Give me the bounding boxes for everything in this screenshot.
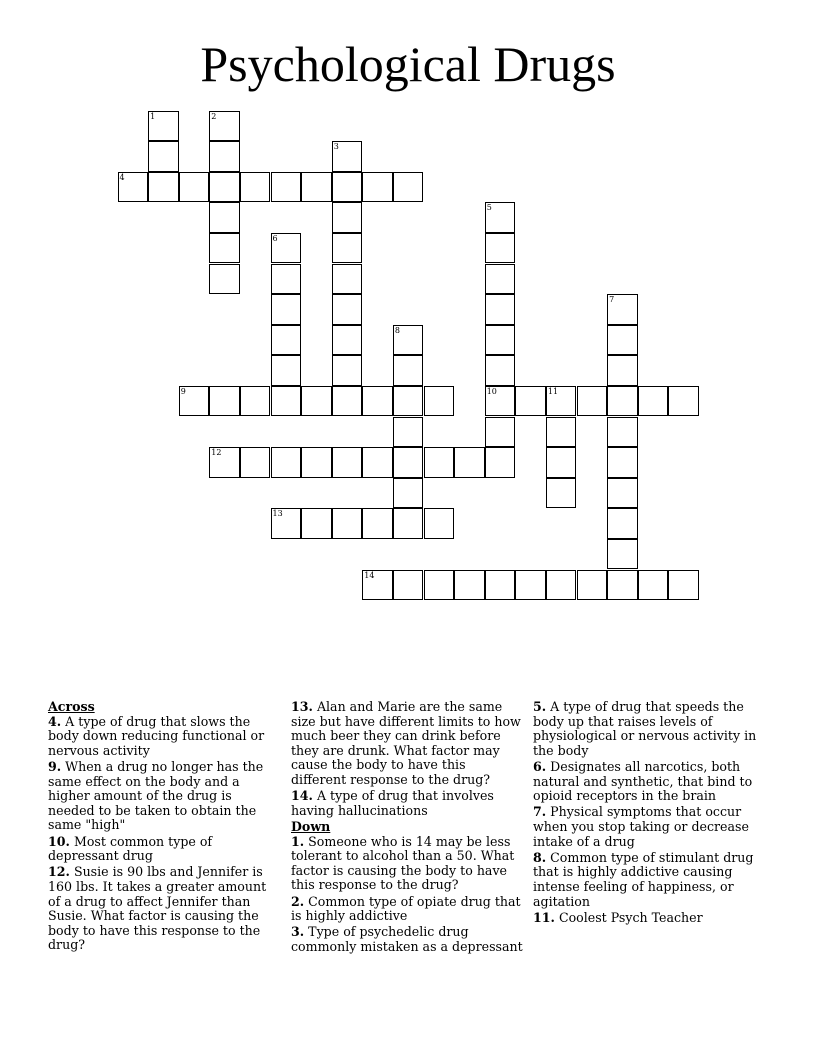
clue-text: Common type of opiate drug that is highly addictive bbox=[291, 893, 521, 924]
clue-down-8 bbox=[533, 851, 765, 909]
grid-cell[interactable] bbox=[148, 111, 179, 142]
grid-cell[interactable] bbox=[424, 386, 455, 417]
cell-number: 6 bbox=[272, 233, 278, 243]
grid-cell[interactable] bbox=[362, 386, 393, 417]
grid-cell[interactable] bbox=[485, 202, 516, 233]
clue-text: Susie is 90 lbs and Jennifer is 160 lbs. It takes a greater amount of a drug to affect Jennifer than Susie. What factor is causing the body to have this response to the drug? bbox=[48, 864, 267, 953]
grid-cell[interactable] bbox=[485, 325, 516, 356]
grid-cell[interactable] bbox=[332, 294, 363, 325]
clue-across-4 bbox=[48, 715, 280, 759]
grid-cell[interactable] bbox=[362, 570, 393, 601]
cell-number: 9 bbox=[180, 386, 186, 396]
grid-cell[interactable] bbox=[546, 570, 577, 601]
clue-across-9 bbox=[48, 760, 280, 833]
clue-text: Most common type of depressant drug bbox=[48, 833, 213, 864]
clue-number: 4. bbox=[48, 713, 62, 729]
grid-cell[interactable] bbox=[607, 417, 638, 448]
grid-cell[interactable] bbox=[607, 570, 638, 601]
grid-cell[interactable] bbox=[515, 570, 546, 601]
grid-cell[interactable] bbox=[332, 386, 363, 417]
grid-cell[interactable] bbox=[240, 172, 271, 203]
clue-down-7 bbox=[533, 805, 765, 849]
grid-cell[interactable] bbox=[209, 111, 240, 142]
grid-cell[interactable] bbox=[485, 447, 516, 478]
grid-cell[interactable] bbox=[638, 386, 669, 417]
clue-text: When a drug no longer has the same effect on the body and a higher amount of the drug is needed to be taken to obtain the same "high" bbox=[48, 758, 264, 833]
grid-cell[interactable] bbox=[485, 233, 516, 264]
grid-cell[interactable] bbox=[179, 386, 210, 417]
grid-cell[interactable] bbox=[209, 447, 240, 478]
grid-cell[interactable] bbox=[393, 355, 424, 386]
cell-number: 2 bbox=[211, 111, 217, 121]
grid-cell[interactable] bbox=[393, 447, 424, 478]
cell-number: 1 bbox=[150, 111, 156, 121]
clue-across-12 bbox=[48, 865, 280, 953]
clue-column-1 bbox=[48, 700, 280, 954]
grid-cell[interactable] bbox=[332, 447, 363, 478]
grid-cell[interactable] bbox=[209, 233, 240, 264]
clue-number: 9. bbox=[48, 758, 62, 774]
grid-cell[interactable] bbox=[148, 172, 179, 203]
grid-cell[interactable] bbox=[424, 447, 455, 478]
grid-cell[interactable] bbox=[607, 478, 638, 509]
grid-cell[interactable] bbox=[332, 202, 363, 233]
clue-column-2 bbox=[291, 700, 523, 956]
grid-cell[interactable] bbox=[332, 264, 363, 295]
clue-down-2 bbox=[291, 895, 523, 924]
down-heading: Down bbox=[291, 818, 331, 834]
grid-cell[interactable] bbox=[668, 386, 699, 417]
grid-cell[interactable] bbox=[209, 172, 240, 203]
grid-cell[interactable] bbox=[607, 294, 638, 325]
grid-cell[interactable] bbox=[546, 386, 577, 417]
clue-number: 2. bbox=[291, 893, 305, 909]
cell-number: 5 bbox=[486, 203, 492, 213]
grid-cell[interactable] bbox=[485, 355, 516, 386]
clue-text: A type of drug that speeds the body up that raises levels of physiological or nervous activity in the body bbox=[533, 699, 757, 758]
grid-cell[interactable] bbox=[485, 294, 516, 325]
grid-cell[interactable] bbox=[546, 447, 577, 478]
clue-column-3 bbox=[533, 700, 765, 927]
grid-cell[interactable] bbox=[209, 141, 240, 172]
clue-number: 14. bbox=[291, 788, 313, 804]
clue-across-10 bbox=[48, 835, 280, 864]
grid-cell[interactable] bbox=[271, 325, 302, 356]
grid-cell[interactable] bbox=[577, 386, 608, 417]
clue-text: Alan and Marie are the same size but have different limits to how much beer they can drink before they are drunk. What factor may cause the body to have this different response to the drug? bbox=[291, 699, 521, 787]
grid-cell[interactable] bbox=[393, 325, 424, 356]
clue-text: Physical symptoms that occur when you stop taking or decrease intake of a drug bbox=[533, 804, 749, 849]
grid-cell[interactable] bbox=[332, 141, 363, 172]
grid-cell[interactable] bbox=[271, 508, 302, 539]
grid-cell[interactable] bbox=[577, 570, 608, 601]
grid-cell[interactable] bbox=[607, 386, 638, 417]
grid-cell[interactable] bbox=[454, 447, 485, 478]
cell-number: 14 bbox=[364, 570, 375, 580]
grid-cell[interactable] bbox=[271, 386, 302, 417]
clue-text: Type of psychedelic drug commonly mistaken as a depressant bbox=[291, 924, 523, 954]
grid-cell[interactable] bbox=[424, 570, 455, 601]
clue-number: 7. bbox=[533, 804, 547, 820]
cell-number: 11 bbox=[547, 386, 559, 396]
grid-cell[interactable] bbox=[209, 202, 240, 233]
grid-cell[interactable] bbox=[332, 508, 363, 539]
grid-cell[interactable] bbox=[301, 172, 332, 203]
clue-down-6 bbox=[533, 760, 765, 804]
grid-cell[interactable] bbox=[454, 570, 485, 601]
grid-cell[interactable] bbox=[332, 325, 363, 356]
grid-cell[interactable] bbox=[485, 570, 516, 601]
clue-number: 5. bbox=[533, 699, 547, 714]
grid-cell[interactable] bbox=[393, 417, 424, 448]
clue-number: 1. bbox=[291, 833, 305, 849]
clue-down-5 bbox=[533, 700, 765, 758]
grid-cell[interactable] bbox=[546, 478, 577, 509]
cell-number: 3 bbox=[333, 142, 339, 152]
cell-number: 12 bbox=[211, 448, 222, 458]
grid-cell[interactable] bbox=[301, 508, 332, 539]
grid-cell[interactable] bbox=[424, 508, 455, 539]
grid-cell[interactable] bbox=[301, 447, 332, 478]
grid-cell[interactable] bbox=[118, 172, 149, 203]
grid-cell[interactable] bbox=[546, 417, 577, 448]
grid-cell[interactable] bbox=[362, 172, 393, 203]
grid-cell[interactable] bbox=[332, 355, 363, 386]
grid-cell[interactable] bbox=[668, 570, 699, 601]
grid-cell[interactable] bbox=[362, 447, 393, 478]
cell-number: 13 bbox=[272, 509, 283, 519]
grid-cell[interactable] bbox=[332, 233, 363, 264]
clue-text: Designates all narcotics, both natural and synthetic, that bind to opioid receptors in the brain bbox=[533, 758, 753, 804]
grid-cell[interactable] bbox=[393, 508, 424, 539]
grid-cell[interactable] bbox=[515, 386, 546, 417]
clue-text: Coolest Psych Teacher bbox=[558, 909, 703, 925]
grid-cell[interactable] bbox=[607, 355, 638, 386]
grid-cell[interactable] bbox=[271, 172, 302, 203]
grid-cell[interactable] bbox=[485, 417, 516, 448]
clue-number: 3. bbox=[291, 924, 305, 940]
grid-cell[interactable] bbox=[607, 508, 638, 539]
clue-text: A type of drug that slows the body down reducing functional or nervous activity bbox=[48, 713, 265, 758]
grid-cell[interactable] bbox=[485, 264, 516, 295]
clue-text: A type of drug that involves having hallucinations bbox=[291, 788, 494, 818]
clue-across-14 bbox=[291, 789, 523, 818]
grid-cell[interactable] bbox=[301, 386, 332, 417]
grid-cell[interactable] bbox=[271, 294, 302, 325]
puzzle-title: Psychological Drugs bbox=[200, 36, 616, 92]
grid-cell[interactable] bbox=[271, 233, 302, 264]
grid-cell[interactable] bbox=[607, 325, 638, 356]
clue-number: 12. bbox=[48, 864, 70, 880]
clue-down-3 bbox=[291, 925, 523, 954]
clue-text: Someone who is 14 may be less tolerant to alcohol than a 50. What factor is causing the body to have this response to the drug? bbox=[291, 833, 515, 893]
grid-cell[interactable] bbox=[209, 264, 240, 295]
cell-number: 8 bbox=[394, 325, 400, 335]
grid-cell[interactable] bbox=[393, 172, 424, 203]
grid-cell[interactable] bbox=[638, 570, 669, 601]
grid-cell[interactable] bbox=[607, 447, 638, 478]
clue-number: 6. bbox=[533, 758, 547, 774]
clue-across-13 bbox=[291, 700, 523, 788]
grid-cell[interactable] bbox=[240, 447, 271, 478]
clue-number: 10. bbox=[48, 833, 70, 849]
grid-cell[interactable] bbox=[271, 447, 302, 478]
grid-cell[interactable] bbox=[485, 386, 516, 417]
grid-cell[interactable] bbox=[209, 386, 240, 417]
grid-cell[interactable] bbox=[607, 539, 638, 570]
grid-cell[interactable] bbox=[271, 355, 302, 386]
clue-text: Common type of stimulant drug that is highly addictive causing intense feeling of happiness, or agitation bbox=[533, 849, 754, 909]
clue-down-11 bbox=[533, 911, 765, 926]
grid-cell[interactable] bbox=[393, 478, 424, 509]
grid-cell[interactable] bbox=[393, 570, 424, 601]
cell-number: 7 bbox=[609, 295, 615, 305]
clue-number: 13. bbox=[291, 699, 313, 714]
grid-cell[interactable] bbox=[332, 172, 363, 203]
grid-cell[interactable] bbox=[393, 386, 424, 417]
grid-cell[interactable] bbox=[271, 264, 302, 295]
cell-number: 4 bbox=[119, 172, 125, 182]
clue-down-1 bbox=[291, 835, 523, 893]
grid-cell[interactable] bbox=[362, 508, 393, 539]
across-heading: Across bbox=[48, 699, 95, 714]
cell-number: 10 bbox=[486, 386, 497, 396]
grid-cell[interactable] bbox=[148, 141, 179, 172]
clue-number: 8. bbox=[533, 849, 547, 865]
grid-cell[interactable] bbox=[179, 172, 210, 203]
grid-cell[interactable] bbox=[240, 386, 271, 417]
clue-number: 11. bbox=[533, 909, 555, 925]
